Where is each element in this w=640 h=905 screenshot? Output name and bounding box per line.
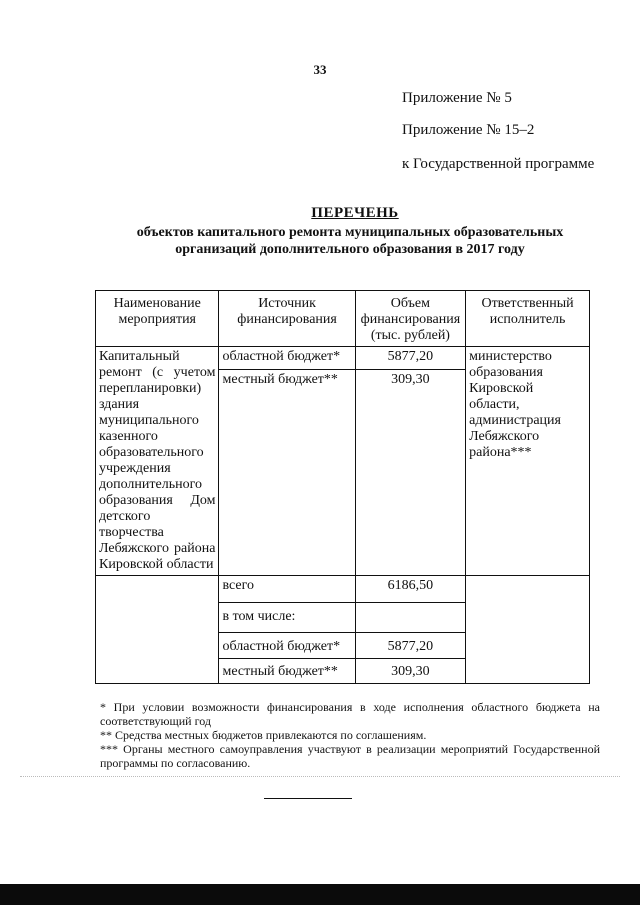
source-cell: местный бюджет** [219,659,355,684]
table-row [96,347,590,370]
empty-responsible-cell [466,576,590,684]
amount-cell: 5877,20 [355,347,465,370]
header-amount: Объем финансирования (тыс. рублей) [355,291,465,347]
source-cell: областной бюджет* [219,633,355,659]
header-responsible: Ответственный исполнитель [466,291,590,347]
empty-event-cell [96,576,219,684]
table-row [96,576,590,603]
amount-cell: 5877,20 [355,633,465,659]
scan-edge-bar [0,884,640,905]
source-cell: всего [219,576,355,603]
closing-divider [264,798,352,799]
document-subtitle: объектов капитального ремонта муниципальных образовательных организаций дополнительного образования в 2017 году [136,225,564,257]
event-name-cell: Капитальный ремонт (с учетом перепланировки) здания муниципального казенного образовательного учреждения дополнительного образования Дом детского творчества Лебяжского района Кировской области [96,347,219,576]
footnote-3: *** Органы местного самоуправления участвуют в реализации мероприятий Государственной программы по согласованию. [100,742,600,770]
responsible-cell: министерство образования Кировской области, администрация Лебяжского района*** [466,347,590,576]
page-number: 33 [313,62,327,77]
footnotes [100,700,600,770]
table-header-row [96,291,590,347]
source-cell: местный бюджет** [219,370,355,576]
header-source: Источник финансирования [219,291,355,347]
footnote-1: * При условии возможности финансирования в ходе исполнения областного бюджета на соответствующий год [100,700,600,728]
source-cell: областной бюджет* [219,347,355,370]
amount-cell: 6186,50 [355,576,465,603]
source-cell: в том числе: [219,603,355,633]
amount-cell: 309,30 [355,659,465,684]
header-event: Наименование мероприятия [96,291,219,347]
footnote-2: ** Средства местных бюджетов привлекаются по соглашениям. [100,728,427,742]
funding-table [95,290,590,684]
appendix-label-15-2: Приложение № 15–2 [402,122,535,138]
program-reference: к Государственной программе [402,156,595,172]
document-title: ПЕРЕЧЕНЬ [311,205,399,221]
scan-artifact-line [20,776,620,777]
amount-cell [355,603,465,633]
appendix-label-5: Приложение № 5 [402,90,512,106]
amount-cell: 309,30 [355,370,465,576]
